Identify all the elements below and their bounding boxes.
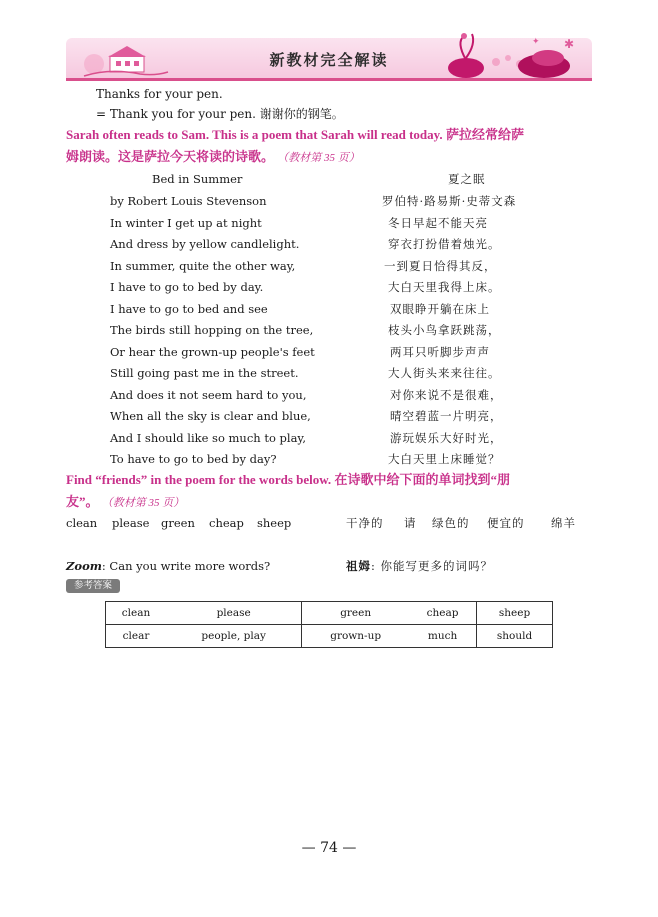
word-en: sheep: [257, 516, 292, 530]
header-title: 新教材完全解读: [269, 51, 389, 69]
poem-author-en: by Robert Louis Stevenson: [110, 194, 267, 208]
zoom-question-en: [66, 558, 270, 574]
section1-heading-cn2: 姆朗读。这是萨拉今天将读的诗歌。: [66, 149, 275, 164]
table-cell: people, play: [201, 630, 266, 642]
table-cell: clear: [106, 625, 167, 648]
poem-line-cn: 一到夏日恰得其反，: [384, 259, 497, 273]
zoom-speaker: Zoom: [66, 559, 102, 573]
poem-line-en: Still going past me in the street.: [110, 366, 299, 380]
poem-line-cn: 对你来说不是很难，: [390, 388, 503, 402]
poem-line-cn: 大白天里我得上床。: [388, 280, 501, 294]
page-number: — 74 —: [301, 840, 357, 856]
poem-line-en: And dress by yellow candlelight.: [110, 237, 300, 251]
poem-line-en: And does it not seem hard to you,: [110, 388, 307, 402]
word-en: please: [112, 516, 150, 530]
zoom-question-text: : Can you write more words?: [101, 559, 271, 573]
table-row: [106, 602, 553, 625]
section2-textbook-ref: （教材第 35 页）: [101, 497, 185, 509]
poem-line-en: I have to go to bed and see: [110, 302, 268, 316]
svg-text:✦: ✦: [532, 37, 540, 47]
word-en: cheap: [209, 516, 244, 530]
intro-line-1: Thanks for your pen.: [96, 87, 223, 101]
section2-heading-line1: [66, 472, 510, 488]
word-cn: 干净的: [346, 516, 384, 530]
page-header: [66, 18, 592, 80]
poem-line-en: When all the sky is clear and blue,: [110, 409, 311, 423]
svg-text:✱: ✱: [564, 37, 575, 51]
poem-line-en: The birds still hopping on the tree,: [110, 323, 314, 337]
poem-author-cn: 罗伯特·路易斯·史蒂文森: [382, 194, 517, 208]
table-cell: sheep: [477, 602, 553, 625]
intro-line-2: = Thank you for your pen. 谢谢你的钢笔。: [96, 107, 344, 121]
poem-line-en: Or hear the grown-up people's feet: [110, 345, 315, 359]
zoom-question-cn: [346, 558, 493, 574]
table-cell: please: [166, 602, 302, 625]
poem-line-cn: 两耳只听脚步声声: [390, 345, 490, 359]
header-rule: [66, 78, 592, 81]
section2-heading-en: Find “friends” in the poem for the words below.: [66, 472, 332, 487]
section1-heading-line2: [66, 149, 360, 166]
table-cell: much: [427, 630, 458, 642]
poem-line-en: In summer, quite the other way,: [110, 259, 296, 273]
poem-line-cn: 双眼睁开躺在床上: [390, 302, 490, 316]
word-en: clean: [66, 516, 98, 530]
word-cn: 请: [404, 516, 417, 530]
section1-heading-en: Sarah often reads to Sam. This is a poem that Sarah will read today.: [66, 127, 443, 142]
poem-line-en: I have to go to bed by day.: [110, 280, 264, 294]
table-cell: green: [302, 602, 409, 625]
word-cn: 绵羊: [551, 516, 576, 530]
word-en: green: [161, 516, 195, 530]
poem-line-en: In winter I get up at night: [110, 216, 262, 230]
table-cell: clean: [106, 602, 167, 625]
poem-line-en: And I should like so much to play,: [110, 431, 307, 445]
poem-line-cn: 大人街头来来往往。: [388, 366, 501, 380]
word-cn: 绿色的: [432, 516, 470, 530]
poem-title-en: Bed in Summer: [152, 172, 243, 186]
poem-line-cn: 大白天里上床睡觉？: [388, 452, 501, 466]
zoom-question-cn-text: : 你能写更多的词吗？: [371, 559, 494, 573]
section2-heading-cn: 在诗歌中给下面的单词找到“朋: [334, 472, 510, 487]
table-row: [106, 625, 553, 648]
poem-line-cn: 游玩娱乐大好时光，: [390, 431, 503, 445]
section2-heading-line2: [66, 494, 184, 511]
section1-textbook-ref: （教材第 35 页）: [277, 152, 360, 164]
zoom-speaker-cn: 祖姆: [346, 559, 371, 573]
section2-heading-cn2: 友”。: [66, 494, 99, 509]
poem-line-cn: 枝头小鸟拿跃跳荡，: [388, 323, 501, 337]
poem-line-en: To have to go to bed by day?: [110, 452, 277, 466]
poem-line-cn: 冬日早起不能天亮: [388, 216, 488, 230]
poem-line-cn: 晴空碧蓝一片明亮，: [390, 409, 503, 423]
table-cell: grown-up: [302, 625, 409, 648]
answer-table: [105, 601, 553, 648]
section1-heading-line1: [66, 127, 524, 143]
reference-answer-badge: 参考答案: [66, 579, 120, 593]
section1-heading-cn: 萨拉经常给萨: [445, 127, 524, 142]
table-cell: cheap: [409, 602, 477, 625]
poem-line-cn: 穿衣打扮借着烛光。: [388, 237, 501, 251]
word-cn: 便宜的: [487, 516, 525, 530]
poem-title-cn: 夏之眠: [448, 172, 486, 186]
table-cell: should: [477, 625, 553, 648]
